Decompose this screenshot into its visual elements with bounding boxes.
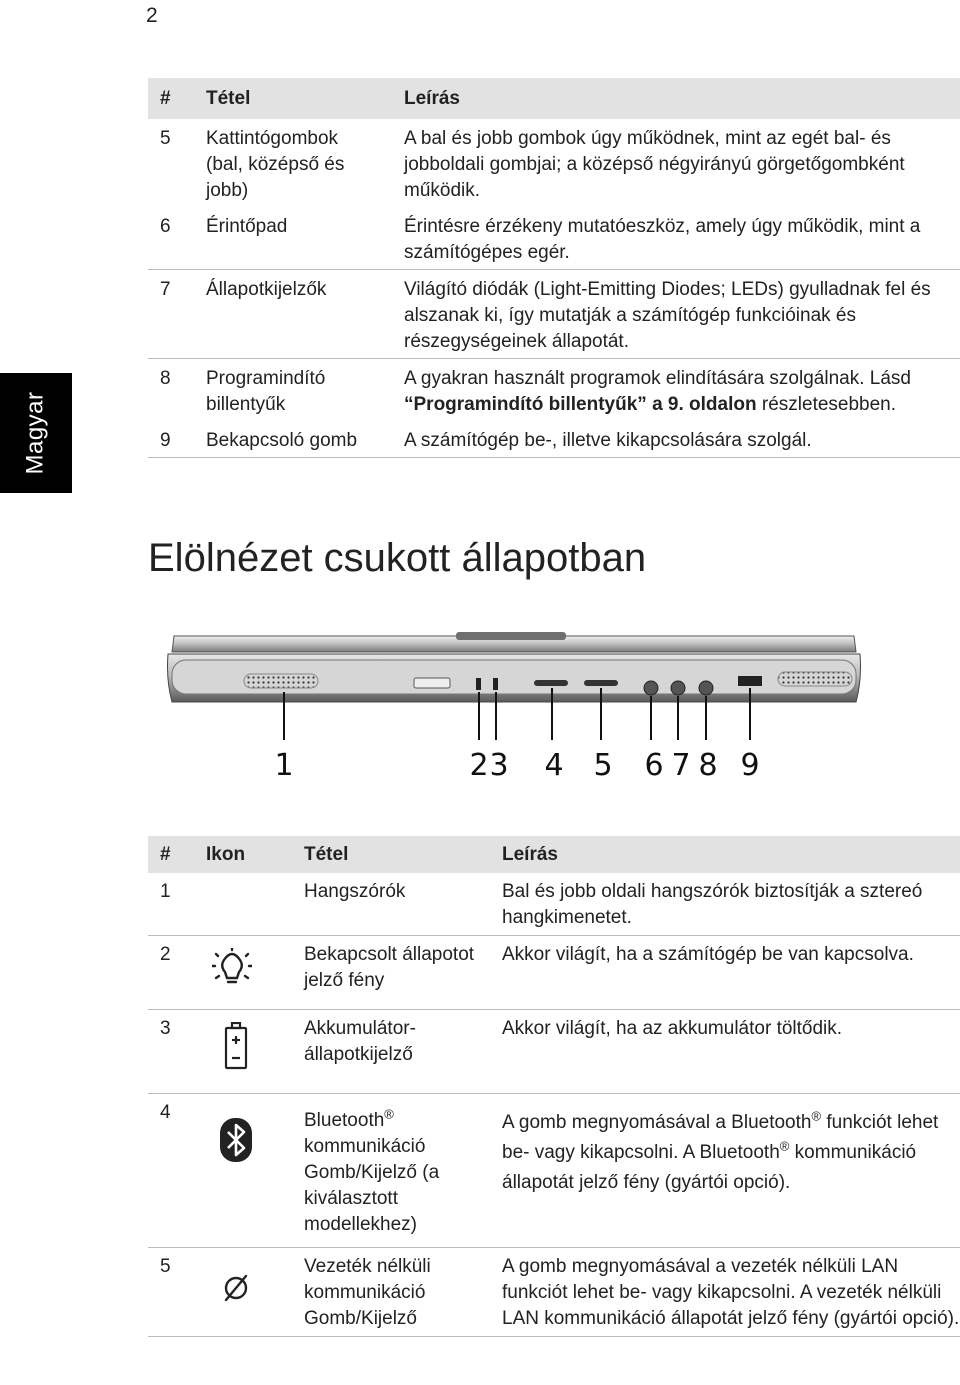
row-icon [206, 1248, 304, 1337]
row-num: 7 [148, 270, 206, 359]
row-desc: Akkor világít, ha a számítógép be van kapcsolva. [502, 936, 960, 1010]
table-row [148, 359, 960, 422]
row-desc: A bal és jobb gombok úgy működnek, mint az egét bal- és jobboldali gombjai; a középső négyirányú görgetőgombként működik. [404, 128, 905, 201]
table-row [148, 1010, 960, 1094]
table-row [148, 421, 960, 458]
header-icon: Ikon [206, 844, 246, 865]
row-desc: A számítógép be-, illetve kikapcsolására szolgál. [404, 421, 960, 458]
item-name: Bluetooth [304, 1110, 385, 1131]
battery-icon [222, 1022, 252, 1070]
row-num: 5 [160, 128, 171, 149]
row-item: Érintőpad [206, 207, 404, 270]
table-row [148, 270, 960, 359]
row-desc-text: részletesebben. [756, 394, 897, 415]
figure-label-6: 6 [644, 748, 664, 783]
header-item: Tétel [304, 844, 349, 865]
row-num: 5 [148, 1248, 206, 1337]
row-desc: Érintésre érzékeny mutatóeszköz, amely úgy működik, mint a számítógépes egér. [404, 207, 960, 270]
row-num: 1 [148, 873, 206, 936]
table-row [148, 936, 960, 1010]
power-light-icon [212, 948, 252, 990]
desc-part: kommunikáció állapotát jelző fény (gyártói opció). [502, 1142, 917, 1193]
figure-label-8: 8 [698, 748, 718, 783]
row-icon [206, 873, 304, 936]
row-item: Programindító billentyűk [206, 368, 326, 415]
row-num: 4 [148, 1094, 206, 1248]
desc-part: A gomb megnyomásával a Bluetooth [502, 1112, 812, 1133]
figure-label-5: 5 [593, 748, 613, 783]
table-row [148, 207, 960, 270]
parts-table-top [148, 78, 960, 458]
row-icon [206, 1010, 304, 1094]
row-item: Bekapcsoló gomb [206, 421, 404, 458]
table-row [148, 119, 960, 207]
row-num: 8 [160, 368, 171, 389]
row-item [304, 1094, 502, 1248]
row-desc: Világító diódák (Light-Emitting Diodes; LEDs) gyulladnak fel és alszanak ki, így mutatják a számítógép funkcióinak és részegységeinek állapotát. [404, 270, 960, 359]
row-num: 3 [148, 1010, 206, 1094]
row-item: Kattintógombok (bal, középső és jobb) [206, 128, 345, 201]
row-desc-text: A gyakran használt programok elindítására szolgálnak. Lásd [404, 368, 911, 389]
registered-mark: ® [779, 1138, 790, 1154]
row-desc [502, 1094, 960, 1248]
registered-mark: ® [384, 1106, 394, 1122]
row-num: 9 [148, 421, 206, 458]
row-num: 2 [148, 936, 206, 1010]
row-num: 6 [148, 207, 206, 270]
language-tab-label: Magyar [22, 391, 49, 475]
row-item: Vezeték nélküli kommunikáció Gomb/Kijelző [304, 1248, 502, 1337]
table-header-row [148, 78, 960, 119]
wireless-icon [218, 1268, 254, 1308]
page-number: 2 [146, 4, 158, 27]
header-num: # [160, 88, 171, 109]
figure-label-7: 7 [671, 748, 691, 783]
row-desc: Akkor világít, ha az akkumulátor töltődik. [502, 1010, 960, 1094]
row-item: Bekapcsolt állapotot jelző fény [304, 936, 502, 1010]
language-tab [0, 373, 72, 493]
table-header-row [148, 836, 960, 873]
header-num: # [160, 844, 171, 865]
figure-label-9: 9 [740, 748, 760, 783]
row-item: Akkumulátor-állapotkijelző [304, 1010, 502, 1094]
row-icon [206, 1094, 304, 1248]
header-desc: Leírás [502, 844, 558, 865]
row-icon [206, 936, 304, 1010]
table-row [148, 1248, 960, 1337]
figure-label-1: 1 [274, 748, 294, 783]
row-desc: Bal és jobb oldali hangszórók biztosítják a sztereó hangkimenetet. [502, 873, 960, 936]
parts-table-front [148, 836, 960, 1337]
desc-part: funkciót lehet be- vagy kikapcsolni. A Bluetooth [502, 1112, 939, 1163]
figure-label-4: 4 [544, 748, 564, 783]
registered-mark: ® [811, 1108, 822, 1124]
laptop-front-figure [166, 630, 862, 790]
figure-label-3: 3 [489, 748, 509, 783]
section-title: Elölnézet csukott állapotban [148, 536, 647, 580]
laptop-front-illustration [166, 630, 862, 790]
bluetooth-icon [218, 1118, 254, 1162]
figure-label-2: 2 [469, 748, 489, 783]
cross-reference-link[interactable]: “Programindító billentyűk” a 9. oldalon [404, 394, 757, 415]
row-desc [404, 359, 960, 422]
row-item: Hangszórók [304, 873, 502, 936]
header-desc: Leírás [404, 88, 460, 109]
header-item: Tétel [206, 88, 251, 109]
table-row [148, 873, 960, 936]
row-desc: A gomb megnyomásával a vezeték nélküli LAN funkciót lehet be- vagy kikapcsolni. A vezeték nélküli LAN kommunikáció állapotát jelző fény (gyártói opció). [502, 1248, 960, 1337]
row-item: Állapotkijelzők [206, 270, 404, 359]
table-row [148, 1094, 960, 1248]
item-name-rest: kommunikáció Gomb/Kijelző (a kiválasztott modellekhez) [304, 1136, 440, 1235]
